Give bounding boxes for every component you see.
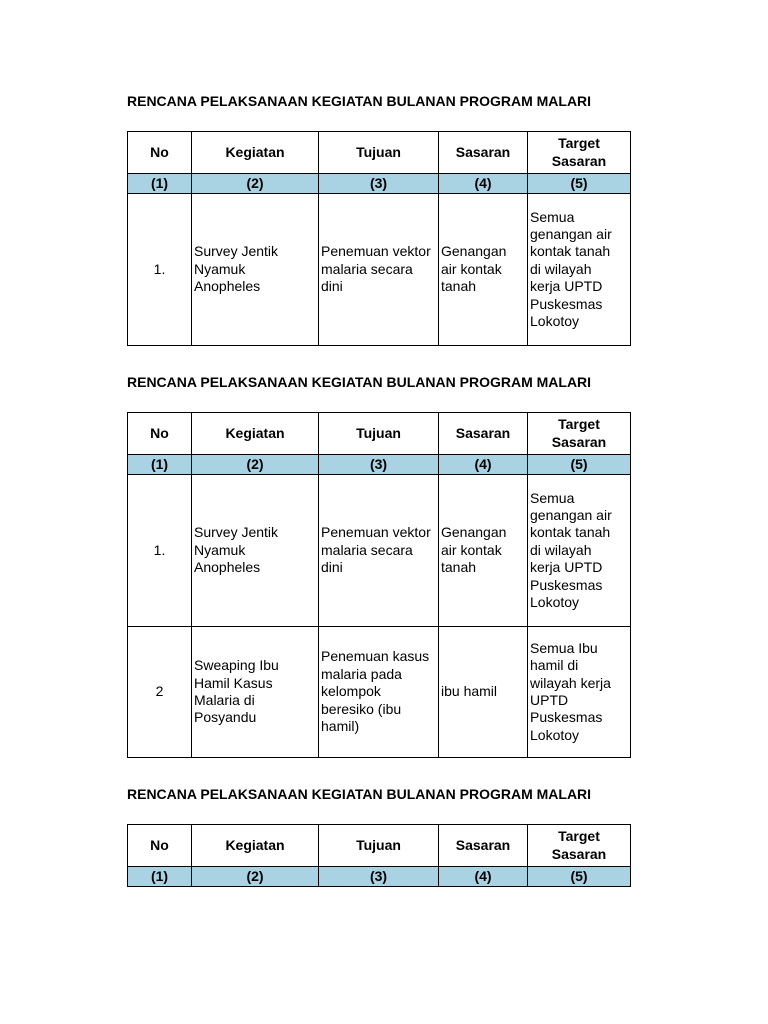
header-tujuan: Tujuan [319,413,439,455]
section-title: RENCANA PELAKSANAAN KEGIATAN BULANAN PROGRAM MALARI [127,786,592,802]
cell-line: malaria secara [321,541,413,558]
header-target-line1: Target [558,416,600,433]
col-number: (2) [192,455,319,475]
header-target-line2: Sasaran [551,433,607,450]
col-number: (5) [528,867,631,887]
cell-line: di wilayah [530,260,592,277]
row-kegiatan [192,194,319,346]
cell-line: Lokotoy [530,594,580,611]
header-no: No [128,413,192,455]
table-header-row [128,132,631,174]
cell-line: dini [321,559,343,576]
numbering-row [128,867,631,887]
header-tujuan: Tujuan [319,132,439,174]
row-no: 1. [128,194,192,346]
row-tujuan [319,627,439,758]
activity-table [127,824,631,887]
activity-table [127,412,631,758]
col-number: (3) [319,174,439,194]
header-target-line2: Sasaran [551,845,607,862]
header-target-sasaran [528,132,631,174]
table-header-row [128,825,631,867]
header-kegiatan: Kegiatan [192,413,319,455]
cell-line: Survey Jentik [194,243,279,260]
row-no: 2 [128,627,192,758]
header-sasaran: Sasaran [439,825,528,867]
row-kegiatan [192,627,319,758]
row-target [528,627,631,758]
col-number: (5) [528,174,631,194]
cell-line: Hamil Kasus [194,674,273,691]
row-no: 1. [128,475,192,627]
cell-line: Survey Jentik [194,524,279,541]
header-target-line2: Sasaran [551,152,607,169]
cell-line: Anopheles [194,278,261,295]
header-no: No [128,825,192,867]
cell-line: di wilayah [530,541,592,558]
header-no: No [128,132,192,174]
col-number: (1) [128,455,192,475]
header-sasaran: Sasaran [439,132,528,174]
cell-line: malaria pada [321,665,402,682]
col-number: (5) [528,455,631,475]
cell-line: kelompok [321,683,381,700]
cell-line: Penemuan kasus [321,648,430,665]
col-number: (4) [439,867,528,887]
cell-line: ibu hamil [441,683,498,700]
header-target-sasaran [528,413,631,455]
col-number: (1) [128,174,192,194]
row-sasaran [439,627,528,758]
row-tujuan [319,475,439,627]
header-target-sasaran [528,825,631,867]
col-number: (3) [319,455,439,475]
cell-line: Semua [530,489,575,506]
cell-line: hamil) [321,718,360,735]
cell-line: Malaria di [194,692,255,708]
cell-line: genangan air [530,506,612,523]
cell-line: air kontak [441,260,502,277]
cell-line: malaria secara [321,260,413,277]
cell-line: Puskesmas [530,576,603,593]
numbering-row [128,455,631,475]
activity-table [127,131,631,346]
cell-line: Semua [530,208,575,225]
row-tujuan [319,194,439,346]
cell-line: wilayah kerja [530,674,611,691]
table-row [128,475,631,627]
cell-line: dini [321,278,343,295]
cell-line: Penemuan vektor [321,243,431,260]
row-sasaran [439,194,528,346]
cell-line: Anopheles [194,559,261,576]
section-title: RENCANA PELAKSANAAN KEGIATAN BULANAN PROGRAM MALARI [127,93,592,109]
header-sasaran: Sasaran [439,413,528,455]
cell-line: Nyamuk [194,260,246,277]
table-row [128,194,631,346]
col-number: (2) [192,174,319,194]
header-kegiatan: Kegiatan [192,825,319,867]
row-kegiatan [192,475,319,627]
cell-line: tanah [441,278,477,295]
cell-line: Semua Ibu [530,639,598,656]
cell-line: Posyandu [194,709,257,726]
table-header-row [128,413,631,455]
cell-line: Genangan [441,524,507,541]
cell-line: kerja UPTD [530,278,603,295]
table-row [128,627,631,758]
cell-line: kontak tanah [530,243,611,260]
cell-line: Lokotoy [530,313,580,330]
row-target [528,194,631,346]
section-title: RENCANA PELAKSANAAN KEGIATAN BULANAN PROGRAM MALARI [127,374,592,390]
cell-line: beresiko (ibu [321,700,402,717]
cell-line: Penemuan vektor [321,524,431,541]
header-target-line1: Target [558,828,600,845]
cell-line: genangan air [530,225,612,242]
col-number: (4) [439,455,528,475]
cell-line: kerja UPTD [530,559,603,576]
cell-line: Sweaping Ibu [194,657,279,674]
cell-line: kontak tanah [530,524,611,541]
numbering-row [128,174,631,194]
cell-line: UPTD [530,692,569,708]
cell-line: air kontak [441,541,502,558]
col-number: (2) [192,867,319,887]
row-sasaran [439,475,528,627]
header-target-line1: Target [558,135,600,152]
cell-line: tanah [441,559,477,576]
cell-line: Nyamuk [194,541,246,558]
header-kegiatan: Kegiatan [192,132,319,174]
col-number: (3) [319,867,439,887]
cell-line: Puskesmas [530,709,603,726]
cell-line: hamil di [530,657,579,674]
cell-line: Lokotoy [530,726,580,743]
col-number: (1) [128,867,192,887]
cell-line: Puskesmas [530,295,603,312]
cell-line: Genangan [441,243,507,260]
row-target [528,475,631,627]
header-tujuan: Tujuan [319,825,439,867]
col-number: (4) [439,174,528,194]
